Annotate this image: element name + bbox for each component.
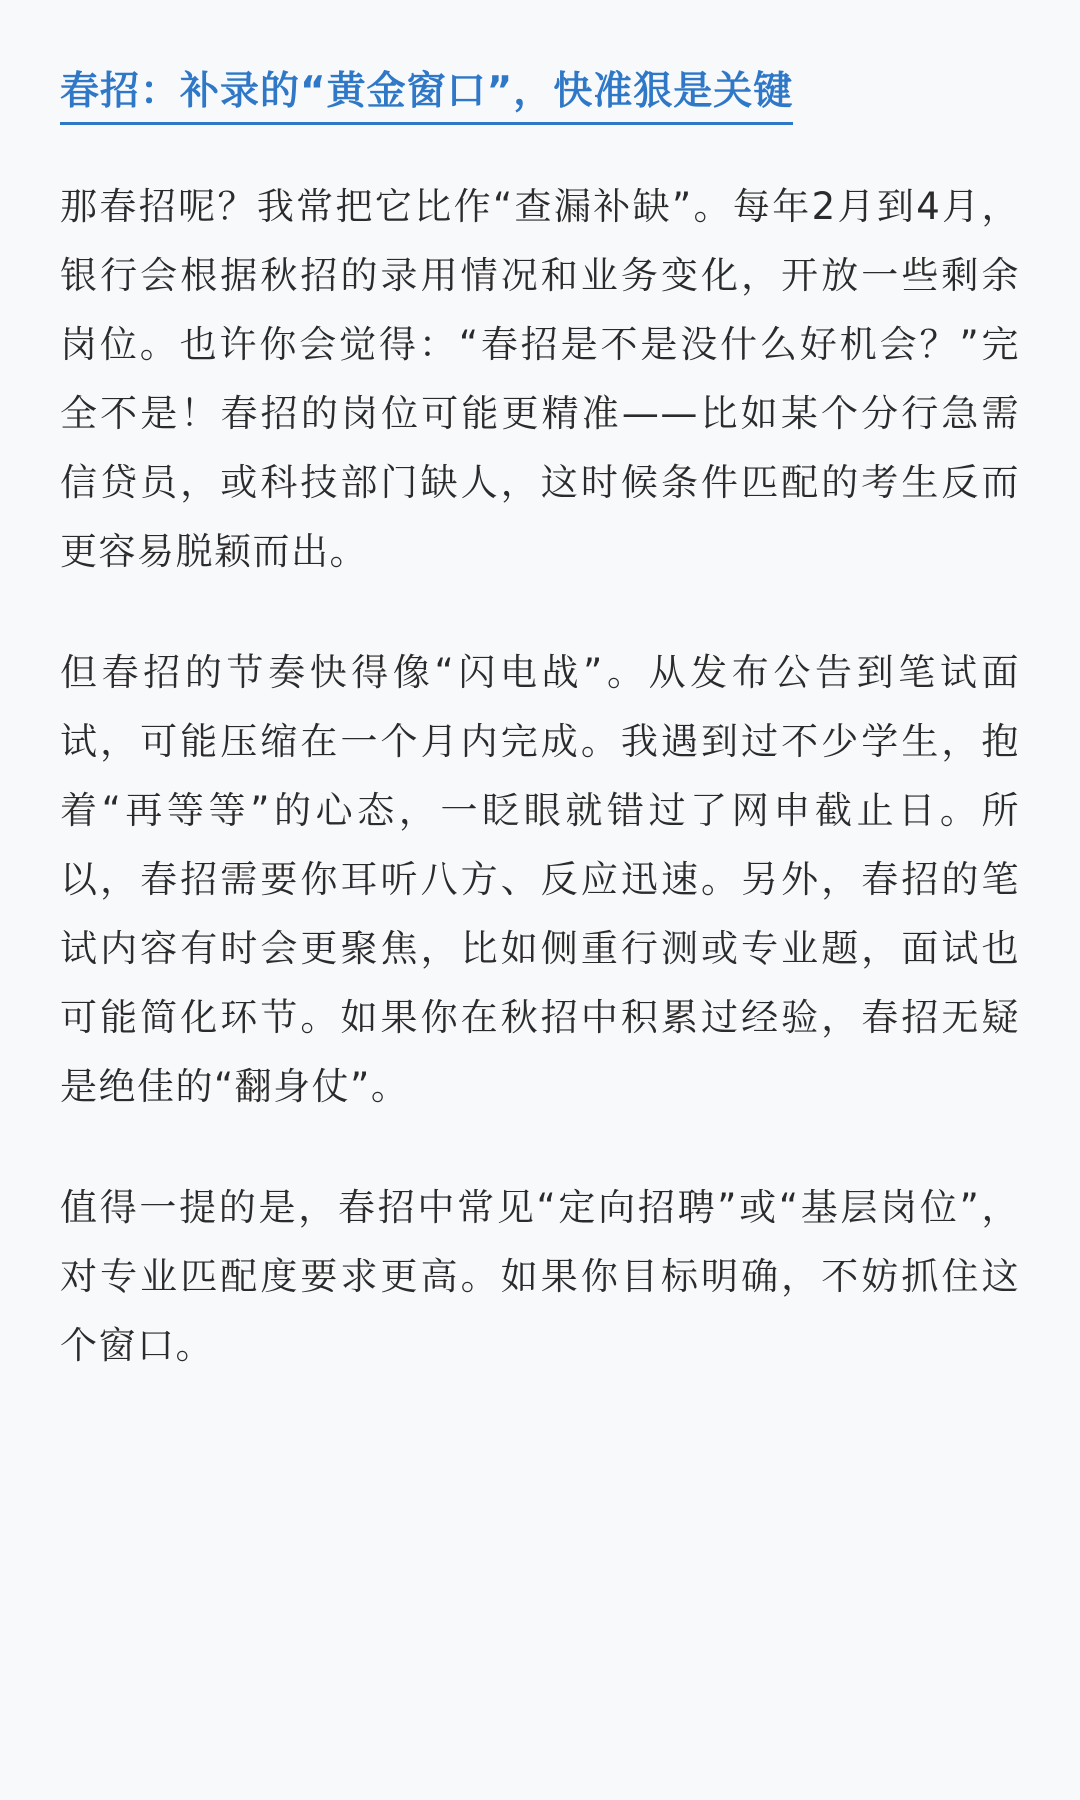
article-paragraph-2: 但春招的节奏快得像“闪电战”。从发布公告到笔试面试，可能压缩在一个月内完成。我遇到过不少学生，抱着“再等等”的心态，一眨眼就错过了网申截止日。所以，春招需要你耳听八方、反应迅速。另外，春招的笔试内容有时会更聚焦，比如侧重行测或专业题，面试也可能简化环节。如果你在秋招中积累过经验，春招无疑是绝佳的“翻身仗”。: [60, 651, 1020, 1108]
article-paragraph-1: 那春招呢？我常把它比作“查漏补缺”。每年2月到4月，银行会根据秋招的录用情况和业务变化，开放一些剩余岗位。也许你会觉得：“春招是不是没什么好机会？”完全不是！春招的岗位可能更精准——比如某个分行急需信贷员，或科技部门缺人，这时候条件匹配的考生反而更容易脱颖而出。: [60, 185, 1020, 573]
article: [60, 0, 1020, 1380]
article-title: 春招：补录的“黄金窗口”，快准狠是关键: [60, 64, 793, 125]
article-paragraph-3: 值得一提的是，春招中常见“定向招聘”或“基层岗位”，对专业匹配度要求更高。如果你目标明确，不妨抓住这个窗口。: [60, 1186, 1020, 1367]
